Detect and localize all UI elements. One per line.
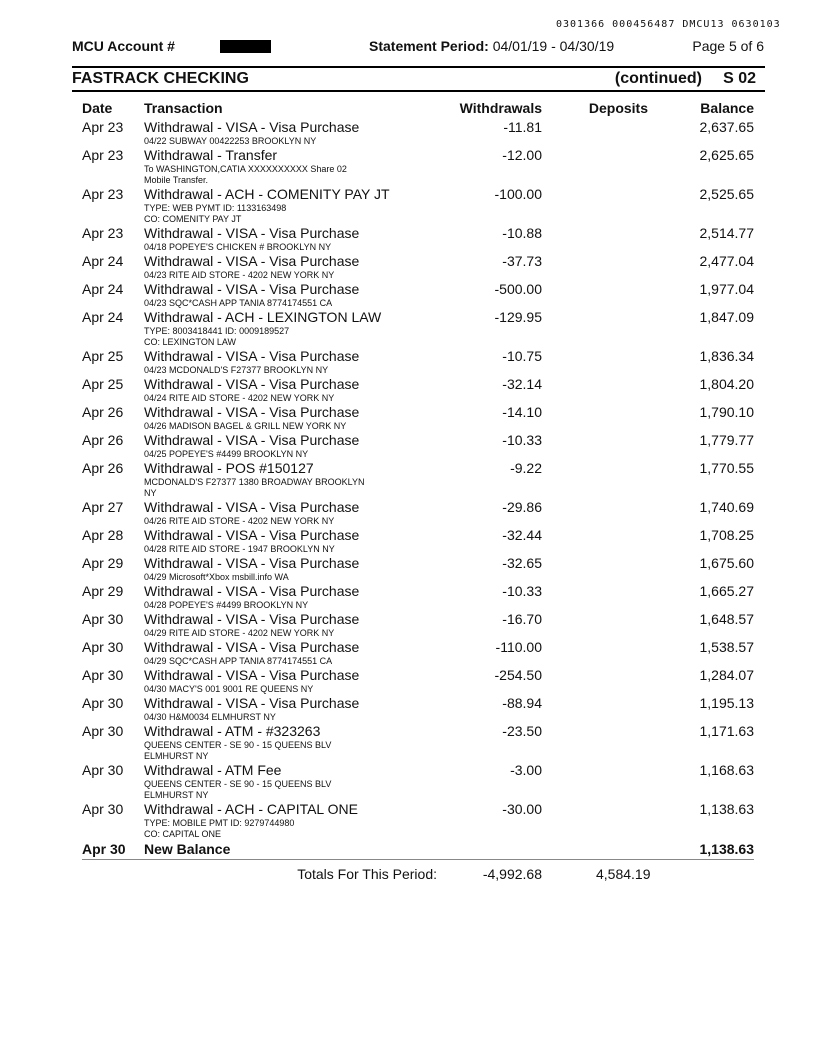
row-date: Apr 30 [82, 639, 124, 655]
section-title: FASTRACK CHECKING [72, 70, 249, 87]
row-withdrawal: -11.81 [503, 119, 542, 135]
row-transaction [144, 460, 384, 499]
row-date: Apr 28 [82, 527, 124, 543]
document-code-line: 0301366 000456487 DMCU13 0630103 [556, 19, 781, 30]
row-details [144, 298, 384, 309]
row-balance: 1,168.63 [699, 762, 754, 778]
row-withdrawal: -9.22 [510, 460, 542, 476]
row-withdrawal: -12.00 [502, 147, 542, 163]
col-transaction: Transaction [144, 100, 223, 116]
row-balance: 2,637.65 [699, 119, 754, 135]
row-withdrawal: -32.44 [502, 527, 542, 543]
row-details [144, 477, 384, 499]
row-detail-line: 04/26 MADISON BAGEL & GRILL NEW YORK NY [144, 421, 347, 431]
row-withdrawal: -30.00 [502, 801, 542, 817]
row-withdrawal: -10.33 [502, 583, 542, 599]
row-detail-line: 04/23 MCDONALD'S F27377 BROOKLYN NY [144, 365, 329, 375]
table-row [82, 801, 754, 840]
table-row [82, 762, 754, 801]
row-transaction [144, 527, 384, 555]
page-number: Page 5 of 6 [692, 38, 764, 54]
row-description: Withdrawal - ACH - LEXINGTON LAW [144, 309, 382, 325]
new-balance-amount: 1,138.63 [699, 841, 754, 857]
row-description: Withdrawal - VISA - Visa Purchase [144, 253, 360, 269]
row-detail-line: TYPE: MOBILE PMT ID: 9279744980 [144, 818, 295, 828]
row-date: Apr 30 [82, 667, 124, 683]
row-balance: 1,648.57 [699, 611, 754, 627]
row-balance: 2,477.04 [699, 253, 754, 269]
row-detail-line: CO: COMENITY PAY JT [144, 214, 242, 224]
row-details [144, 449, 384, 460]
row-details [144, 544, 384, 555]
row-date: Apr 24 [82, 281, 124, 297]
row-balance: 1,665.27 [699, 583, 754, 599]
row-balance: 1,284.07 [699, 667, 754, 683]
row-description: Withdrawal - VISA - Visa Purchase [144, 499, 360, 515]
row-details [144, 393, 384, 404]
row-withdrawal: -16.70 [502, 611, 542, 627]
row-details [144, 684, 384, 695]
row-withdrawal: -100.00 [494, 186, 542, 202]
row-description: Withdrawal - VISA - Visa Purchase [144, 667, 360, 683]
row-transaction [144, 309, 384, 348]
row-date: Apr 30 [82, 801, 124, 817]
row-balance: 1,770.55 [699, 460, 754, 476]
row-date: Apr 30 [82, 762, 124, 778]
row-details [144, 242, 384, 253]
row-balance: 1,675.60 [699, 555, 754, 571]
row-withdrawal: -110.00 [495, 639, 542, 655]
row-withdrawal: -10.88 [502, 225, 542, 241]
table-row [82, 611, 754, 639]
row-detail-line: 04/26 RITE AID STORE - 4202 NEW YORK NY [144, 516, 335, 526]
row-detail-line: QUEENS CENTER - SE 90 - 15 QUEENS BLV [144, 779, 332, 789]
row-detail-line: 04/24 RITE AID STORE - 4202 NEW YORK NY [144, 393, 335, 403]
transaction-list [82, 119, 754, 840]
row-description: Withdrawal - VISA - Visa Purchase [144, 583, 360, 599]
row-description: Withdrawal - VISA - Visa Purchase [144, 348, 360, 364]
row-transaction [144, 762, 384, 801]
row-detail-line: 04/23 SQC*CASH APP TANIA 8774174551 CA [144, 298, 333, 308]
row-date: Apr 23 [82, 119, 124, 135]
row-transaction [144, 432, 384, 460]
col-withdrawals: Withdrawals [459, 100, 542, 116]
row-transaction [144, 695, 384, 723]
row-description: Withdrawal - ATM - #323263 [144, 723, 321, 739]
row-transaction [144, 639, 384, 667]
row-detail-line: TYPE: 8003418441 ID: 0009189527 [144, 326, 290, 336]
row-detail-line: 04/28 RITE AID STORE - 1947 BROOKLYN NY [144, 544, 335, 554]
table-row [82, 404, 754, 432]
row-detail-line: CO: CAPITAL ONE [144, 829, 222, 839]
table-row [82, 695, 754, 723]
section-code: S 02 [723, 70, 756, 87]
row-transaction [144, 348, 384, 376]
row-transaction [144, 281, 384, 309]
row-description: Withdrawal - ACH - COMENITY PAY JT [144, 186, 390, 202]
period-value: 04/01/19 - 04/30/19 [492, 38, 615, 54]
row-transaction [144, 667, 384, 695]
row-transaction [144, 376, 384, 404]
row-date: Apr 23 [82, 225, 124, 241]
row-detail-line: 04/29 SQC*CASH APP TANIA 8774174551 CA [144, 656, 333, 666]
totals-withdrawals: -4,992.68 [482, 866, 542, 882]
statement-header [72, 38, 764, 54]
row-withdrawal: -32.65 [502, 555, 542, 571]
row-balance: 1,740.69 [699, 499, 754, 515]
table-row [82, 639, 754, 667]
row-transaction [144, 555, 384, 583]
row-details [144, 818, 384, 840]
row-detail-line: TYPE: WEB PYMT ID: 1133163498 [144, 203, 287, 213]
row-balance: 1,847.09 [699, 309, 754, 325]
row-description: Withdrawal - VISA - Visa Purchase [144, 695, 360, 711]
totals-label: Totals For This Period: [297, 866, 437, 882]
row-date: Apr 30 [82, 611, 124, 627]
row-date: Apr 25 [82, 348, 124, 364]
row-transaction [144, 801, 384, 840]
section-rule [72, 90, 765, 92]
table-row [82, 225, 754, 253]
row-description: Withdrawal - VISA - Visa Purchase [144, 225, 360, 241]
totals-row [82, 866, 754, 884]
row-detail-line: 04/25 POPEYE'S #4499 BROOKLYN NY [144, 449, 309, 459]
column-headers [82, 100, 754, 116]
row-detail-line: 04/22 SUBWAY 00422253 BROOKLYN NY [144, 136, 317, 146]
row-detail-line: 04/23 RITE AID STORE - 4202 NEW YORK NY [144, 270, 335, 280]
row-balance: 1,538.57 [699, 639, 754, 655]
row-details [144, 326, 384, 348]
row-date: Apr 27 [82, 499, 124, 515]
row-withdrawal: -88.94 [502, 695, 542, 711]
row-detail-line: QUEENS CENTER - SE 90 - 15 QUEENS BLV [144, 740, 332, 750]
row-detail-line: 04/29 RITE AID STORE - 4202 NEW YORK NY [144, 628, 335, 638]
row-date: Apr 30 [82, 695, 124, 711]
row-date: Apr 29 [82, 555, 124, 571]
new-balance-row [82, 841, 754, 858]
row-balance: 1,171.63 [699, 723, 754, 739]
row-date: Apr 25 [82, 376, 124, 392]
row-withdrawal: -254.50 [494, 667, 542, 683]
table-row [82, 186, 754, 225]
row-withdrawal: -32.14 [502, 376, 542, 392]
row-withdrawal: -3.00 [510, 762, 542, 778]
row-description: Withdrawal - VISA - Visa Purchase [144, 119, 360, 135]
redacted-account-number [220, 40, 271, 53]
row-details [144, 421, 384, 432]
period-label: Statement Period: [369, 38, 489, 54]
transaction-table [82, 119, 754, 884]
row-details [144, 572, 384, 583]
row-balance: 1,138.63 [699, 801, 754, 817]
row-description: Withdrawal - VISA - Visa Purchase [144, 611, 360, 627]
row-description: Withdrawal - VISA - Visa Purchase [144, 555, 360, 571]
row-details [144, 740, 384, 762]
row-balance: 1,779.77 [699, 432, 754, 448]
table-row [82, 460, 754, 499]
row-date: Apr 29 [82, 583, 124, 599]
row-transaction [144, 499, 384, 527]
row-details [144, 164, 384, 186]
row-withdrawal: -10.33 [502, 432, 542, 448]
row-description: Withdrawal - VISA - Visa Purchase [144, 639, 360, 655]
table-row [82, 348, 754, 376]
row-transaction [144, 583, 384, 611]
row-withdrawal: -23.50 [502, 723, 542, 739]
row-detail-line: ELMHURST NY [144, 751, 209, 761]
row-date: Apr 26 [82, 404, 124, 420]
row-transaction [144, 404, 384, 432]
row-balance: 2,514.77 [699, 225, 754, 241]
row-details [144, 365, 384, 376]
row-detail-line: ELMHURST NY [144, 790, 209, 800]
row-date: Apr 26 [82, 432, 124, 448]
account-label: MCU Account # [72, 38, 175, 54]
table-row [82, 309, 754, 348]
row-date: Apr 26 [82, 460, 124, 476]
row-detail-line: 04/18 POPEYE'S CHICKEN # BROOKLYN NY [144, 242, 332, 252]
row-transaction [144, 611, 384, 639]
row-detail-line: 04/30 H&M0034 ELMHURST NY [144, 712, 276, 722]
table-row [82, 119, 754, 147]
row-description: Withdrawal - VISA - Visa Purchase [144, 432, 360, 448]
row-transaction [144, 147, 384, 186]
table-row [82, 527, 754, 555]
row-detail-line: Mobile Transfer. [144, 175, 209, 185]
table-row [82, 253, 754, 281]
new-balance-label: New Balance [144, 841, 231, 857]
row-date: Apr 24 [82, 253, 124, 269]
row-detail-line: To WASHINGTON,CATIA XXXXXXXXXX Share 02 [144, 164, 347, 174]
col-balance: Balance [700, 100, 754, 116]
row-balance: 1,195.13 [699, 695, 754, 711]
totals-deposits: 4,584.19 [596, 866, 651, 882]
col-deposits: Deposits [588, 100, 648, 116]
table-row [82, 432, 754, 460]
row-details [144, 656, 384, 667]
section-header [72, 70, 756, 88]
row-description: Withdrawal - VISA - Visa Purchase [144, 281, 360, 297]
row-transaction [144, 119, 384, 147]
row-transaction [144, 723, 384, 762]
row-date: Apr 24 [82, 309, 124, 325]
row-balance: 2,625.65 [699, 147, 754, 163]
table-row [82, 723, 754, 762]
row-balance: 1,708.25 [699, 527, 754, 543]
row-detail-line: NY [144, 488, 157, 498]
row-withdrawal: -129.95 [494, 309, 542, 325]
table-row [82, 281, 754, 309]
row-description: Withdrawal - VISA - Visa Purchase [144, 404, 360, 420]
table-row [82, 499, 754, 527]
row-details [144, 203, 384, 225]
table-row [82, 147, 754, 186]
row-details [144, 779, 384, 801]
row-detail-line: 04/29 Microsoft*Xbox msbill.info WA [144, 572, 289, 582]
totals-rule [82, 859, 754, 860]
row-description: Withdrawal - Transfer [144, 147, 278, 163]
row-description: Withdrawal - VISA - Visa Purchase [144, 376, 360, 392]
row-withdrawal: -10.75 [502, 348, 542, 364]
table-row [82, 583, 754, 611]
row-detail-line: 04/30 MACY'S 001 9001 RE QUEENS NY [144, 684, 314, 694]
row-transaction [144, 225, 384, 253]
table-row [82, 555, 754, 583]
statement-period [369, 38, 614, 54]
row-date: Apr 30 [82, 723, 124, 739]
row-detail-line: MCDONALD'S F27377 1380 BROADWAY BROOKLYN [144, 477, 365, 487]
row-balance: 1,790.10 [699, 404, 754, 420]
row-date: Apr 23 [82, 147, 124, 163]
row-balance: 1,977.04 [699, 281, 754, 297]
row-details [144, 712, 384, 723]
row-withdrawal: -37.73 [502, 253, 542, 269]
section-continued: (continued) [614, 70, 702, 87]
row-details [144, 270, 384, 281]
row-details [144, 628, 384, 639]
row-balance: 1,836.34 [699, 348, 754, 364]
row-details [144, 516, 384, 527]
row-withdrawal: -14.10 [502, 404, 542, 420]
header-rule [72, 66, 765, 68]
row-balance: 1,804.20 [699, 376, 754, 392]
row-withdrawal: -29.86 [502, 499, 542, 515]
row-description: Withdrawal - ATM Fee [144, 762, 282, 778]
row-details [144, 136, 384, 147]
row-transaction [144, 186, 390, 225]
row-transaction [144, 253, 384, 281]
row-description: Withdrawal - ACH - CAPITAL ONE [144, 801, 358, 817]
row-detail-line: 04/28 POPEYE'S #4499 BROOKLYN NY [144, 600, 309, 610]
new-balance-date: Apr 30 [82, 841, 126, 857]
row-withdrawal: -500.00 [494, 281, 542, 297]
table-row [82, 376, 754, 404]
table-row [82, 667, 754, 695]
row-detail-line: CO: LEXINGTON LAW [144, 337, 237, 347]
col-date: Date [82, 100, 113, 116]
row-description: Withdrawal - VISA - Visa Purchase [144, 527, 360, 543]
row-balance: 2,525.65 [699, 186, 754, 202]
row-details [144, 600, 384, 611]
row-description: Withdrawal - POS #150127 [144, 460, 314, 476]
row-date: Apr 23 [82, 186, 124, 202]
